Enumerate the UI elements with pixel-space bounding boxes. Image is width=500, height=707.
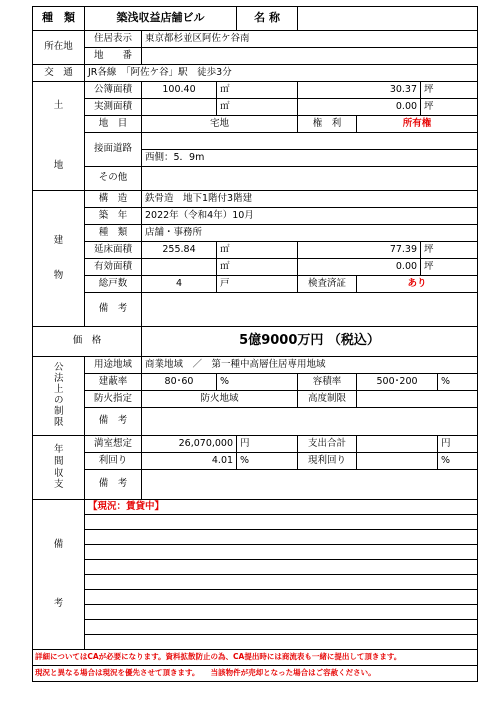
notes-line [33, 515, 478, 530]
structure-value: 鉄骨造 地下1階付3階建 [142, 191, 478, 208]
zone-value: 商業地域 ／ 第一種中高層住居専用地域 [142, 357, 478, 374]
kind-label: 種 類 [85, 225, 142, 242]
measured-area-sqm-unit: ㎡ [217, 99, 298, 116]
inspection-value: あり [357, 276, 478, 293]
built-row [33, 208, 478, 225]
income-remarks-row [33, 470, 478, 500]
units-unit: 戸 [217, 276, 298, 293]
effective-area-label: 有効面積 [85, 259, 142, 276]
structure-row [33, 191, 478, 208]
coverage-row [33, 374, 478, 391]
expense-label: 支出合計 [298, 436, 357, 453]
notes-line [33, 605, 478, 620]
notes-blank [85, 530, 478, 545]
building-label-2: 物 [53, 270, 64, 282]
land-category-row [33, 116, 478, 133]
regulation-remarks-row [33, 408, 478, 436]
measured-area-label: 実測面積 [85, 99, 142, 116]
building-label [33, 191, 85, 327]
notes-line [33, 545, 478, 560]
effective-area-tsubo: 0.00 [298, 259, 421, 276]
footer-row-2 [33, 666, 478, 682]
measured-area-value [142, 99, 217, 116]
property-table [32, 6, 478, 682]
road-value: 西側：5．9m [142, 150, 478, 167]
full-value: 26,070,000 [142, 436, 237, 453]
units-row [33, 276, 478, 293]
footer-line-1: 詳細についてはCAが必要になります。資料拡散防止の為、CA提出時には商流表も一緒に提出して頂きます。 [33, 650, 478, 666]
units-value: 4 [142, 276, 217, 293]
land-category-label: 地 目 [85, 116, 142, 133]
land-other-label: その他 [85, 167, 142, 191]
land-rights-value: 所有権 [357, 116, 478, 133]
height-label: 高度制限 [298, 391, 357, 408]
regulation-remarks-label: 備 考 [85, 408, 142, 436]
location-label: 所在地 [33, 31, 85, 65]
notes-line [33, 635, 478, 650]
income-remarks-label: 備 考 [85, 470, 142, 500]
height-value [357, 391, 478, 408]
coverage-unit: % [217, 374, 298, 391]
registered-area-sqm-unit: ㎡ [217, 82, 298, 99]
expense-unit: 円 [438, 436, 478, 453]
building-remarks-value [142, 293, 478, 327]
footer-row-1 [33, 650, 478, 666]
floor-area-tsubo-unit: 坪 [421, 242, 478, 259]
building-remarks-row [33, 293, 478, 327]
footer-line-2: 現況と異なる場合は現況を優先させて頂きます。 当該物件が売却となった場合はご容赦ください。 [33, 666, 478, 682]
notes-blank [85, 605, 478, 620]
regulations-label: 公法上の制限 [33, 357, 85, 436]
notes-blank [85, 620, 478, 635]
fire-label: 防火指定 [85, 391, 142, 408]
current-yield-value [357, 453, 438, 470]
units-label: 総戸数 [85, 276, 142, 293]
notes-status-row [33, 500, 478, 515]
notes-blank [85, 545, 478, 560]
notes-line [33, 620, 478, 635]
land-label-1: 土 [53, 100, 64, 112]
land-other-row [33, 167, 478, 191]
registered-area-label: 公簿面積 [85, 82, 142, 99]
building-label-1: 建 [53, 234, 64, 246]
far-label: 容積率 [298, 374, 357, 391]
lot-row [33, 48, 478, 65]
name-value [298, 7, 478, 31]
zone-label: 用途地域 [85, 357, 142, 374]
registered-area-value: 100.40 [142, 82, 217, 99]
notes-status: 【現況：賃貸中】 [85, 500, 478, 515]
floor-area-value: 255.84 [142, 242, 217, 259]
kind-value: 店舗・事務所 [142, 225, 478, 242]
floor-area-sqm-unit: ㎡ [217, 242, 298, 259]
transport-value: JR各線 「阿佐ケ谷」駅 徒歩3分 [85, 65, 478, 82]
current-yield-label: 現利回り [298, 453, 357, 470]
yield-value: 4.01 [142, 453, 237, 470]
road-blank [142, 133, 478, 150]
notes-line [33, 530, 478, 545]
transport-label: 交 通 [33, 65, 85, 82]
land-category-value: 宅地 [142, 116, 298, 133]
floor-area-row [33, 242, 478, 259]
registered-area-tsubo: 30.37 [298, 82, 421, 99]
far-value: 500･200 [357, 374, 438, 391]
road-label: 接面道路 [85, 133, 142, 167]
name-label: 名 称 [237, 7, 298, 31]
income-remarks-value [142, 470, 478, 500]
full-unit: 円 [237, 436, 298, 453]
notes-label [33, 500, 85, 650]
yield-row [33, 453, 478, 470]
address-row [33, 31, 478, 48]
price-row [33, 327, 478, 357]
yield-unit: % [237, 453, 298, 470]
expense-value [357, 436, 438, 453]
full-occupancy-row [33, 436, 478, 453]
notes-blank [85, 590, 478, 605]
income-label: 年間収支 [33, 436, 85, 500]
header-row [33, 7, 478, 31]
notes-blank [85, 635, 478, 650]
fire-row [33, 391, 478, 408]
address-value: 東京都杉並区阿佐ケ谷南 [142, 31, 478, 48]
type-value: 築浅収益店舗ビル [85, 7, 237, 31]
lot-label: 地 番 [85, 48, 142, 65]
effective-area-tsubo-unit: 坪 [421, 259, 478, 276]
current-yield-unit: % [438, 453, 478, 470]
notes-blank [85, 560, 478, 575]
kind-row [33, 225, 478, 242]
notes-line [33, 575, 478, 590]
zone-row [33, 357, 478, 374]
yield-label: 利回り [85, 453, 142, 470]
notes-label-1: 備 [53, 538, 64, 550]
land-other-value [142, 167, 478, 191]
notes-line [33, 590, 478, 605]
regulation-remarks-value [142, 408, 478, 436]
floor-area-tsubo: 77.39 [298, 242, 421, 259]
coverage-value: 80･60 [142, 374, 217, 391]
price-label: 価 格 [33, 327, 142, 357]
land-label-2: 地 [53, 159, 64, 171]
building-remarks-label: 備 考 [85, 293, 142, 327]
fire-value: 防火地域 [142, 391, 298, 408]
far-unit: % [438, 374, 478, 391]
floor-area-label: 延床面積 [85, 242, 142, 259]
built-label: 築 年 [85, 208, 142, 225]
notes-blank [85, 575, 478, 590]
lot-value [142, 48, 478, 65]
built-value: 2022年（令和4年）10月 [142, 208, 478, 225]
road-row-a [33, 133, 478, 150]
structure-label: 構 造 [85, 191, 142, 208]
coverage-label: 建蔽率 [85, 374, 142, 391]
notes-line [33, 560, 478, 575]
measured-area-tsubo: 0.00 [298, 99, 421, 116]
address-label: 住居表示 [85, 31, 142, 48]
transport-row [33, 65, 478, 82]
measured-area-tsubo-unit: 坪 [421, 99, 478, 116]
effective-area-value [142, 259, 217, 276]
property-sheet [32, 6, 477, 704]
effective-area-row [33, 259, 478, 276]
full-label: 満室想定 [85, 436, 142, 453]
land-measured-row [33, 99, 478, 116]
land-label [33, 82, 85, 191]
inspection-label: 検査済証 [298, 276, 357, 293]
price-value: 5億9000万円 （税込） [142, 327, 478, 357]
notes-blank [85, 515, 478, 530]
notes-label-2: 考 [53, 598, 64, 610]
land-rights-label: 権 利 [298, 116, 357, 133]
land-registered-row [33, 82, 478, 99]
registered-area-tsubo-unit: 坪 [421, 82, 478, 99]
effective-area-sqm-unit: ㎡ [217, 259, 298, 276]
type-label: 種 類 [33, 7, 85, 31]
